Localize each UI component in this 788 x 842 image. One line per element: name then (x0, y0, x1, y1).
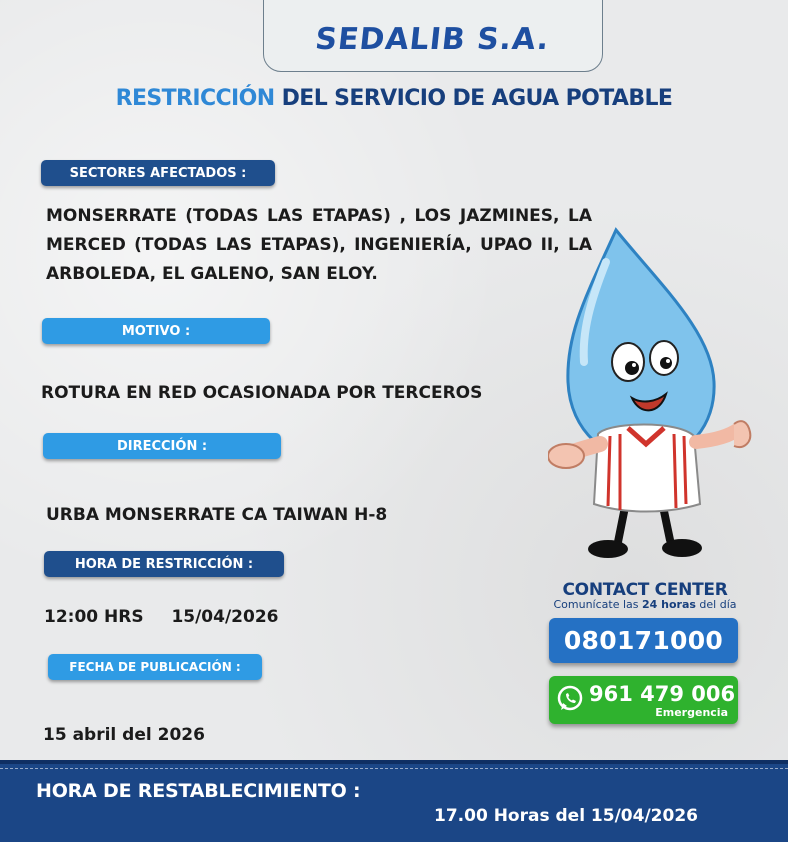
sectors-value: MONSERRATE (TODAS LAS ETAPAS) , LOS JAZMINES, LA MERCED (TODAS LAS ETAPAS), INGENIERÍA, UPAO II, LA ARBOLEDA, EL GALENO, SAN ELOY. (46, 206, 592, 284)
page-title (0, 86, 788, 111)
address-value: URBA MONSERRATE CA TAIWAN H-8 (46, 505, 388, 525)
whatsapp-number: 961 479 006 (589, 682, 736, 706)
subtitle-bold: 24 horas (642, 598, 696, 611)
brand-logo: SEDALIB S.A. (313, 21, 552, 57)
contact-center-title: CONTACT CENTER (562, 580, 728, 600)
publication-date-label: FECHA DE PUBLICACIÓN : (48, 654, 262, 680)
brand-box (263, 0, 603, 72)
restoration-time-value: 17.00 Horas del 15/04/2026 (434, 806, 698, 826)
restriction-time-label: HORA DE RESTRICCIÓN : (44, 551, 284, 577)
restoration-time-label: HORA DE RESTABLECIMIENTO : (36, 780, 361, 802)
subtitle-pre: Comunícate las (553, 598, 642, 611)
title-service: DEL SERVICIO DE AGUA POTABLE (274, 86, 673, 111)
title-restriction: RESTRICCIÓN (115, 86, 275, 111)
subtitle-post: del día (695, 598, 737, 611)
water-drop-mascot-icon (548, 222, 753, 567)
footer-divider (0, 768, 788, 769)
restriction-date: 15/04/2026 (171, 607, 279, 627)
address-label: DIRECCIÓN : (43, 433, 281, 459)
sectors-label: SECTORES AFECTADOS : (41, 160, 275, 186)
restriction-time-value (44, 607, 278, 627)
whatsapp-label: Emergencia (655, 706, 728, 719)
whatsapp-icon (555, 684, 585, 714)
whatsapp-button[interactable] (549, 676, 738, 724)
reason-value: ROTURA EN RED OCASIONADA POR TERCEROS (41, 383, 483, 403)
contact-center-subtitle (549, 598, 741, 611)
phone-number-button[interactable]: 080171000 (549, 618, 738, 663)
reason-label: MOTIVO : (42, 318, 270, 344)
publication-date-value: 15 abril del 2026 (43, 725, 205, 745)
restriction-time: 12:00 HRS (44, 607, 144, 627)
